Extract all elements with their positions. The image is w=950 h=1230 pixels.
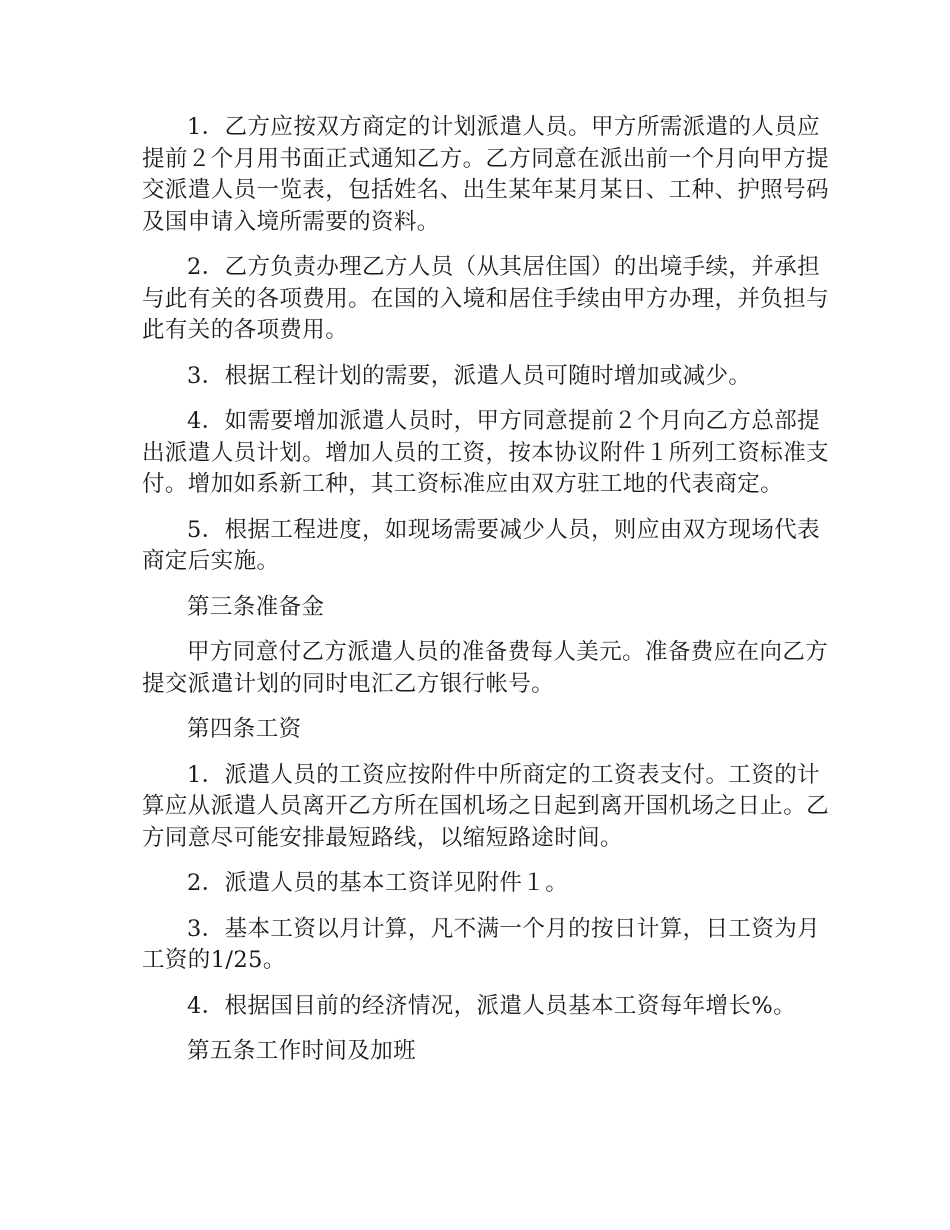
- paragraph-wage-calculation: 1．派遣人员的工资应按附件中所商定的工资表支付。工资的计算应从派遣人员离开乙方所在国机场之日起到离开国机场之日止。乙方同意尽可能安排最短路线，以缩短路途时间。: [142, 761, 830, 851]
- paragraph-daily-wage: 3．基本工资以月计算，凡不满一个月的按日计算，日工资为月工资的1/25。: [142, 915, 821, 973]
- paragraph-reserve-fund: 甲方同意付乙方派遣人员的准备费每人美元。准备费应在向乙方提交派遣计划的同时电汇乙方银行帐号。: [142, 639, 829, 697]
- paragraph-add-staff: 4．如需要增加派遣人员时，甲方同意提前２个月向乙方总部提出派遣人员计划。增加人员的工资，按本协议附件１所列工资标准支付。增加如系新工种，其工资标准应由双方驻工地的代表商定。: [142, 408, 830, 497]
- document-body: [142, 112, 832, 1082]
- paragraph-staff-adjustment: 3．根据工程计划的需要，派遣人员可随时增加或减少。: [187, 362, 752, 389]
- paragraph-exit-procedures: 2．乙方负责办理乙方人员（从其居住国）的出境手续，并承担与此有关的各项费用。在国的入境和居住手续由甲方办理，并负担与此有关的各项费用。: [142, 254, 830, 343]
- paragraph-reduce-staff: 5．根据工程进度，如现场需要减少人员，则应由双方现场代表商定后实施。: [142, 516, 821, 574]
- paragraph-dispatch-plan: 1．乙方应按双方商定的计划派遣人员。甲方所需派遣的人员应提前２个月用书面正式通知乙方。乙方同意在派出前一个月向甲方提交派遣人员一览表，包括姓名、出生某年某月某日、工种、护照号码及国申请入境所需要的资料。: [142, 114, 830, 235]
- section-heading-wages: 第四条工资: [187, 716, 302, 742]
- section-heading-working-hours: 第五条工作时间及加班: [187, 1038, 417, 1064]
- paragraph-base-wage: 2．派遣人员的基本工资详见附件１。: [187, 870, 569, 896]
- paragraph-wage-growth: 4．根据国目前的经济情况，派遣人员基本工资每年增长%。: [187, 992, 796, 1019]
- section-heading-reserve-fund: 第三条准备金: [187, 593, 325, 620]
